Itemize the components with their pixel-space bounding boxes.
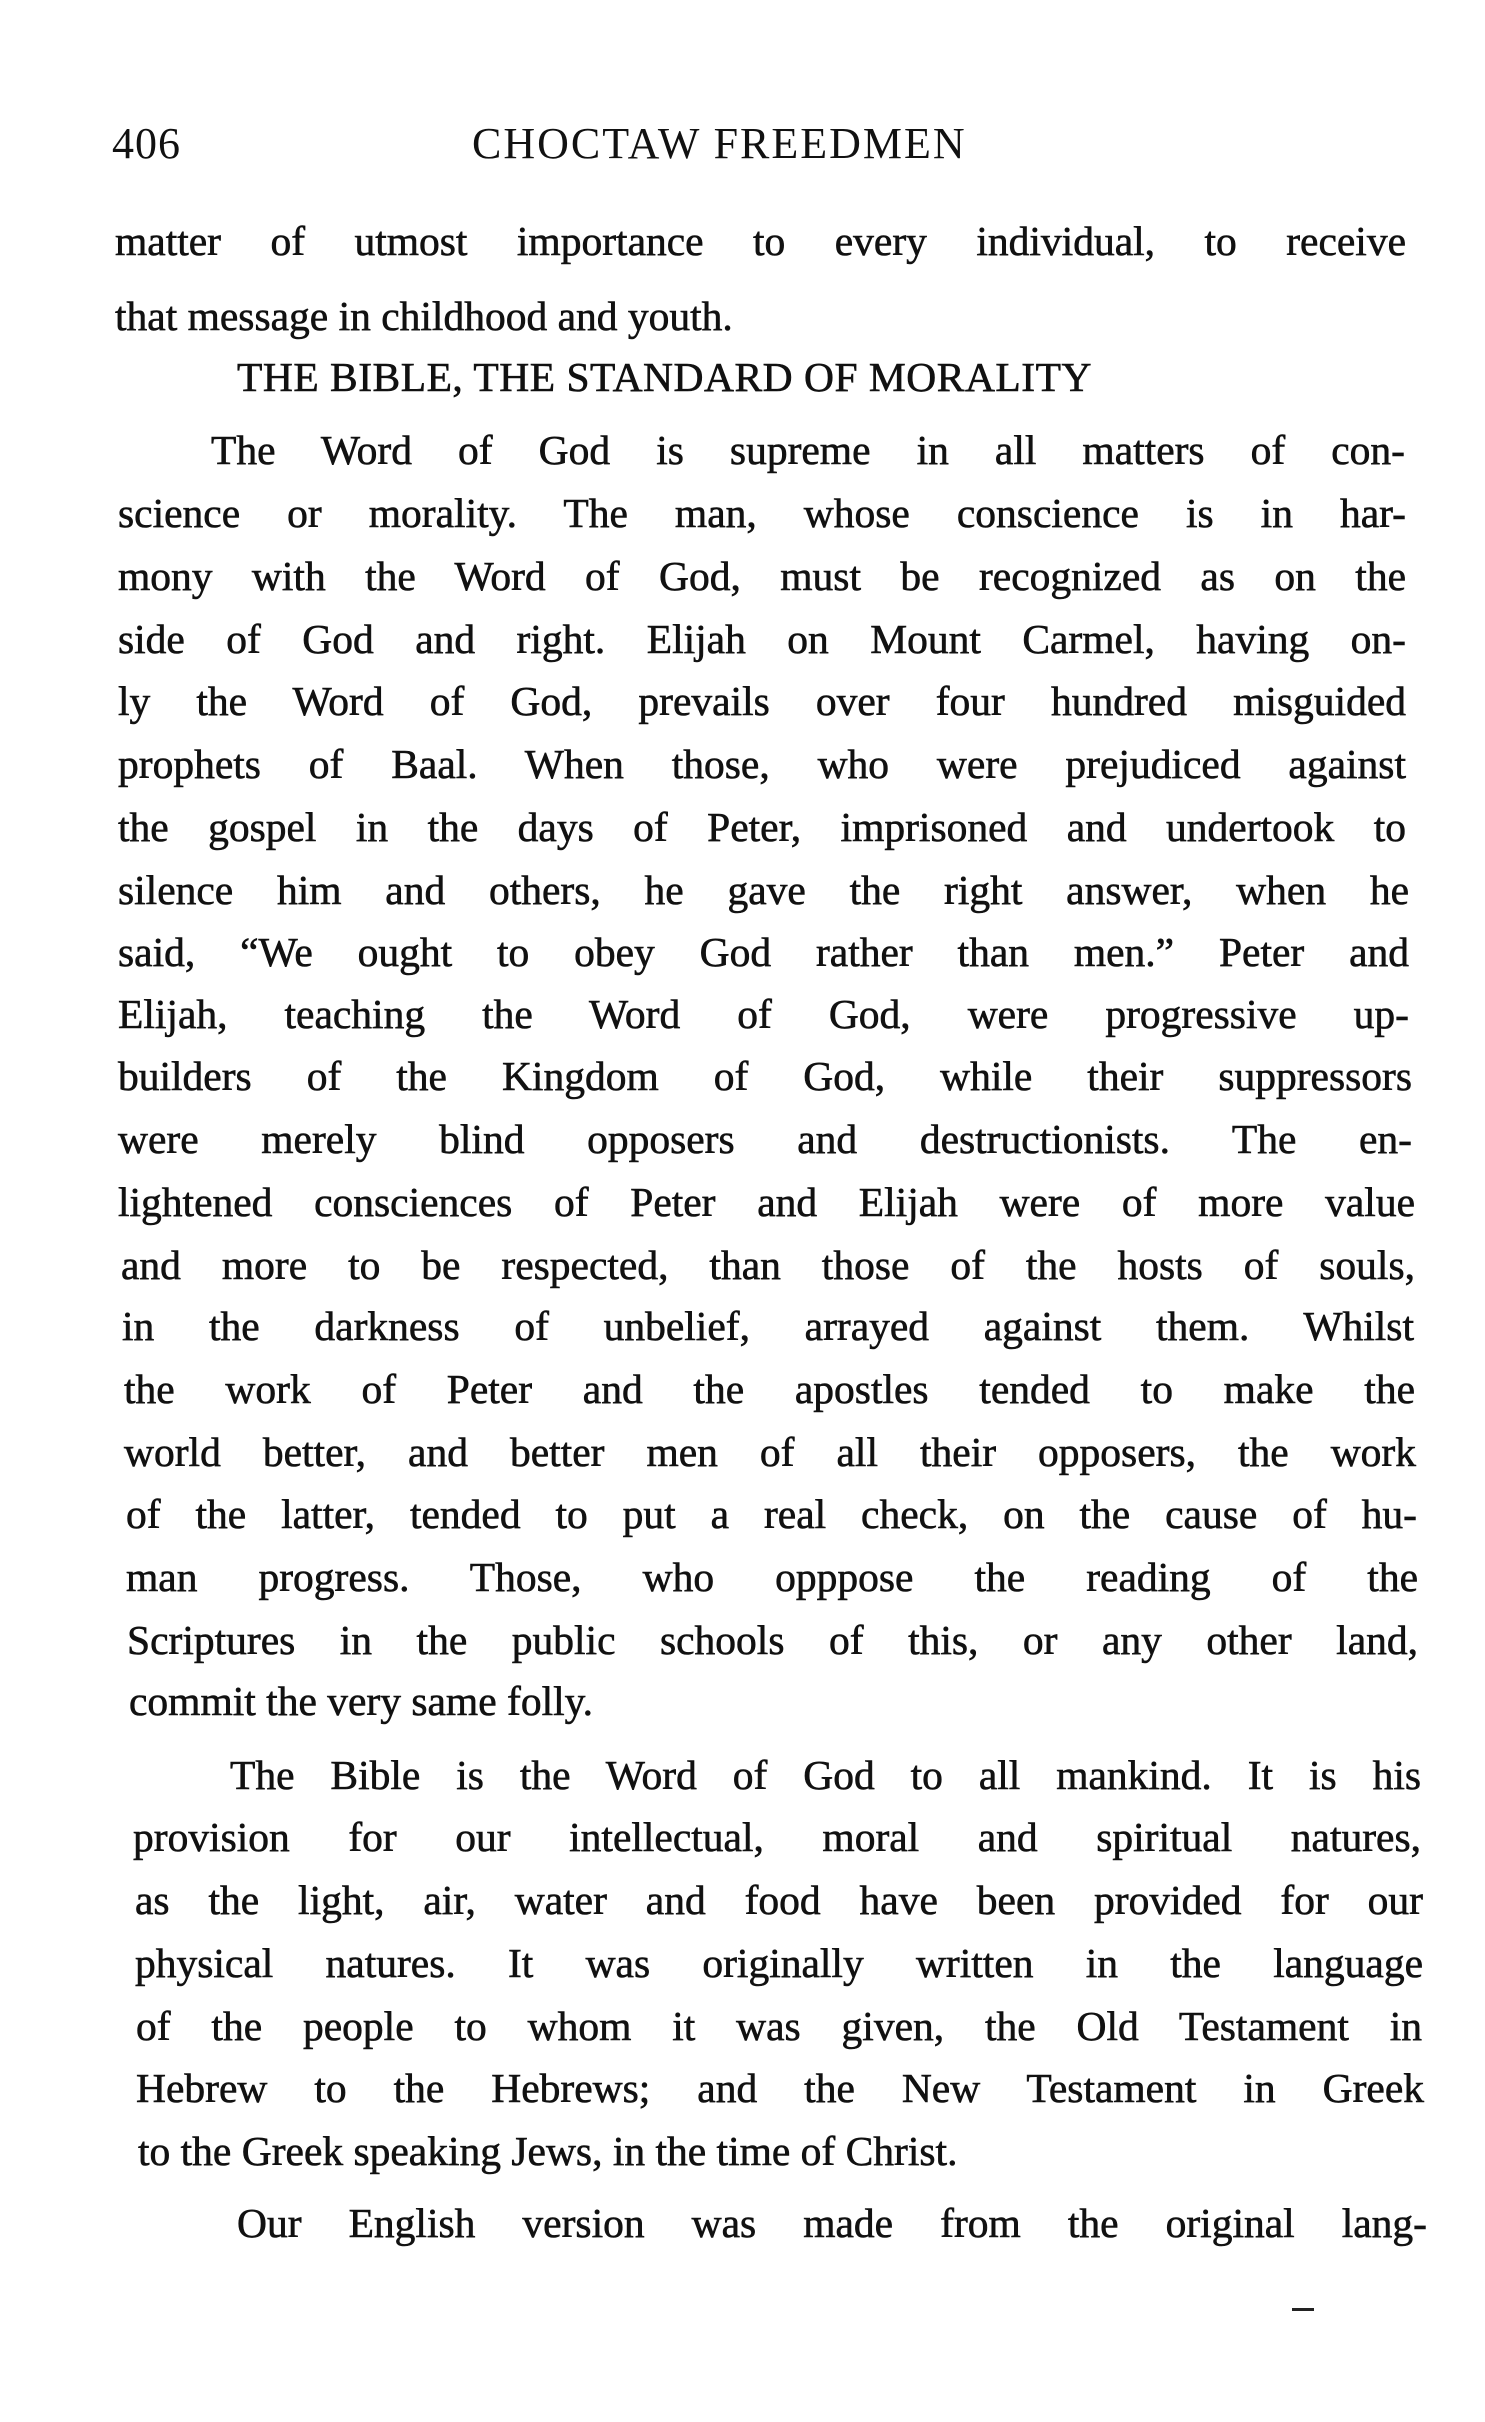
text-line: science or morality. The man, whose conscience is in har- bbox=[118, 490, 1406, 536]
page-number: 406 bbox=[112, 119, 181, 168]
text-line: man progress. Those, who opppose the reading of the bbox=[126, 1554, 1418, 1600]
text-line: matter of utmost importance to every individual, to receive bbox=[115, 218, 1406, 264]
text-line: Elijah, teaching the Word of God, were progressive up- bbox=[118, 991, 1409, 1037]
text-line: Hebrew to the Hebrews; and the New Testament in Greek bbox=[136, 2065, 1424, 2111]
text-line: world better, and better men of all their opposers, the work bbox=[124, 1429, 1416, 1475]
text-line: in the darkness of unbelief, arrayed against them. Whilst bbox=[122, 1303, 1414, 1349]
text-line: The Bible is the Word of God to all mankind. It is his bbox=[230, 1752, 1421, 1798]
text-line: commit the very same folly. bbox=[129, 1678, 594, 1724]
text-line: of the latter, tended to put a real check, on the cause of hu- bbox=[126, 1491, 1417, 1537]
text-line: mony with the Word of God, must be recognized as on the bbox=[118, 553, 1406, 599]
running-title: CHOCTAW FREEDMEN bbox=[472, 119, 967, 168]
text-line: Scriptures in the public schools of this, or any other land, bbox=[127, 1617, 1418, 1663]
text-line: the work of Peter and the apostles tended to make the bbox=[124, 1366, 1415, 1412]
text-line: The Word of God is supreme in all matters of con- bbox=[211, 427, 1405, 473]
text-line: side of God and right. Elijah on Mount Carmel, having on- bbox=[118, 616, 1406, 662]
text-line: of the people to whom it was given, the Old Testament in bbox=[136, 2003, 1422, 2049]
text-line: were merely blind opposers and destructionists. The en- bbox=[118, 1116, 1412, 1162]
text-line: to the Greek speaking Jews, in the time of Christ. bbox=[138, 2128, 958, 2174]
text-line: lightened consciences of Peter and Elijah were of more value bbox=[118, 1179, 1415, 1225]
text-line: the gospel in the days of Peter, imprisoned and undertook to bbox=[118, 804, 1406, 850]
text-line: builders of the Kingdom of God, while their suppressors bbox=[118, 1053, 1412, 1099]
text-line: Our English version was made from the original lang- bbox=[237, 2200, 1427, 2246]
text-line: prophets of Baal. When those, who were prejudiced against bbox=[118, 741, 1406, 787]
section-heading: THE BIBLE, THE STANDARD OF MORALITY bbox=[237, 354, 1092, 400]
text-line: and more to be respected, than those of the hosts of souls, bbox=[121, 1242, 1415, 1288]
text-line: provision for our intellectual, moral and spiritual natures, bbox=[133, 1814, 1421, 1860]
text-line: physical natures. It was originally written in the language bbox=[135, 1940, 1423, 1986]
text-line: silence him and others, he gave the right answer, when he bbox=[118, 867, 1409, 913]
text-line: that message in childhood and youth. bbox=[115, 293, 733, 339]
text-line: as the light, air, water and food have been provided for our bbox=[135, 1877, 1423, 1923]
text-line: said, “We ought to obey God rather than men.” Peter and bbox=[118, 929, 1409, 975]
text-line: ly the Word of God, prevails over four hundred misguided bbox=[118, 678, 1406, 724]
printer-mark bbox=[1292, 2308, 1314, 2311]
